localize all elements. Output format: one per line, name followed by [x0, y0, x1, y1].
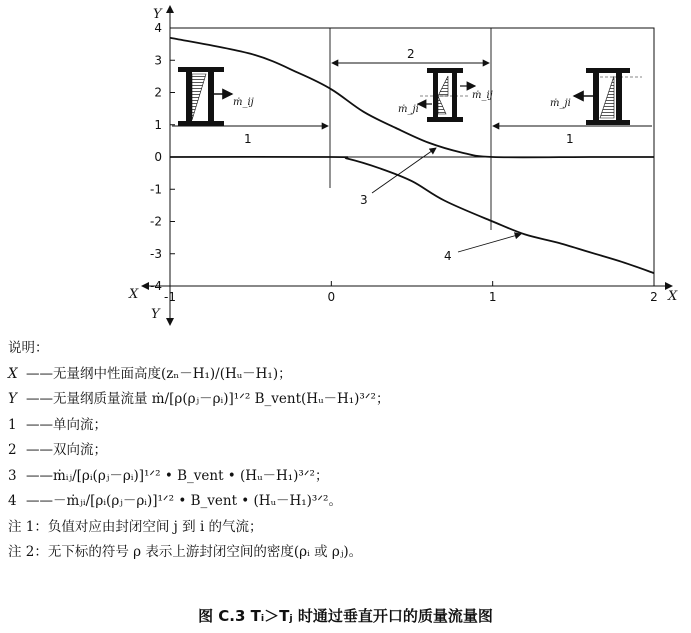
region-label-1-right: 1 — [566, 132, 574, 146]
legend — [8, 336, 688, 566]
legend-item — [8, 387, 688, 413]
inset-left-unidirectional — [178, 67, 254, 126]
legend-item — [8, 438, 688, 464]
y-tick-label: -3 — [150, 246, 162, 261]
legend-item — [8, 362, 688, 388]
x-axis-letter-right: X — [668, 289, 678, 304]
legend-key: 4 — [8, 493, 17, 509]
flow-label-right: ṁ_ji — [550, 98, 571, 109]
y-tick-label: -4 — [150, 279, 162, 293]
inset-middle-bidirectional — [398, 68, 493, 122]
legend-key: 1 — [8, 416, 17, 433]
y-tick-label: -2 — [150, 214, 162, 229]
legend-key: Y — [8, 391, 17, 407]
legend-key: X — [8, 365, 18, 382]
region-label-2: 2 — [407, 47, 415, 61]
callout-4-arrow — [458, 234, 521, 252]
inset-right-unidirectional — [550, 68, 642, 125]
legend-text: ——双向流； — [26, 442, 107, 458]
figure-caption: 图 C.3 Tᵢ＞Tⱼ 时通过垂直开口的质量流量图 — [198, 607, 493, 625]
flow-label-mid-ij: ṁ_ij — [472, 90, 493, 101]
legend-text: ——ṁᵢⱼ/[ρᵢ(ρⱼ－ρᵢ)]¹ᐟ² • B_vent • (Hᵤ－H₁)³ᐟ²； — [26, 467, 329, 484]
x-tick-label: 1 — [488, 290, 497, 304]
callout-3-label: 3 — [360, 193, 368, 207]
y-tick-label: -1 — [150, 182, 162, 197]
y-tick-label: 4 — [154, 21, 162, 35]
series-4-line — [170, 157, 654, 273]
y-axis-letter-bottom: Y — [151, 307, 160, 322]
note-2: 注 2：无下标的符号 ρ 表示上游封闭空间的密度(ρᵢ 或 ρⱼ)。 — [8, 544, 363, 560]
y-axis-letter-top: Y — [153, 7, 162, 22]
region-label-1-left: 1 — [244, 132, 252, 146]
x-axis-letter-left: X — [129, 287, 139, 302]
flow-label-mid-ji: ṁ_ji — [398, 104, 419, 115]
legend-key: 3 — [8, 467, 17, 484]
callout-3-arrow — [372, 148, 436, 193]
flow-label-left: ṁ_ij — [233, 97, 254, 108]
legend-title: 说明： — [8, 340, 49, 356]
legend-text: ——无量纲中性面高度(zₙ－H₁)/(Hᵤ－H₁)； — [26, 365, 292, 382]
x-tick-label: -1 — [164, 290, 176, 304]
y-tick-label: 2 — [154, 85, 162, 100]
legend-text: ——单向流； — [26, 416, 107, 433]
x-tick-label: 2 — [650, 290, 658, 304]
x-tick-label: 0 — [327, 290, 336, 304]
y-tick-label: 1 — [154, 117, 162, 132]
y-tick-label: 0 — [154, 150, 162, 164]
legend-text: ——－ṁⱼᵢ/[ρᵢ(ρⱼ－ρᵢ)]¹ᐟ² • B_vent • (Hᵤ－H₁)³ᐟ²。 — [26, 493, 342, 509]
legend-item — [8, 489, 688, 515]
legend-key: 2 — [8, 442, 17, 458]
y-tick-label: 3 — [154, 53, 162, 68]
legend-text: ——无量纲质量流量 ṁ/[ρ(ρⱼ－ρᵢ)]¹ᐟ² B_vent(Hᵤ－H₁)³ᐟ²； — [26, 391, 390, 407]
legend-item — [8, 413, 688, 439]
legend-item — [8, 464, 688, 490]
callout-4-label: 4 — [444, 249, 452, 263]
note-1: 注 1：负值对应由封闭空间 j 到 i 的气流； — [8, 518, 263, 535]
